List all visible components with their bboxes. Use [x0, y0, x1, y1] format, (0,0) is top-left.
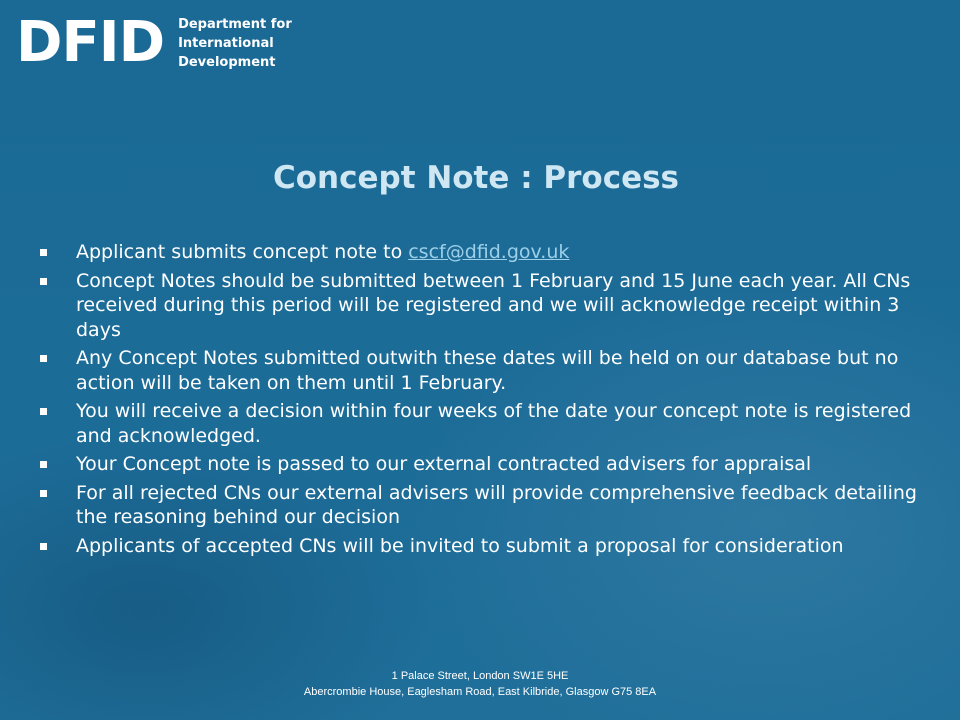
logo-line-2: International [178, 35, 274, 51]
bullet-text: You will receive a decision within four weeks of the date your concept note is registered and acknowledged. [76, 400, 912, 447]
footer-line-1: 1 Palace Street, London SW1E 5HE [391, 670, 569, 682]
logo-department-name [178, 15, 292, 72]
bullet-text: Applicants of accepted CNs will be invited to submit a proposal for consideration [76, 534, 844, 557]
bullet-item [38, 399, 918, 448]
square-bullet-icon [40, 355, 47, 362]
bullet-text: Applicant submits concept note to [76, 241, 409, 263]
logo-line-3: Development [178, 54, 276, 70]
process-bullet-list [38, 240, 918, 562]
square-bullet-icon [40, 543, 47, 550]
bullet-item [38, 346, 918, 395]
dfid-logo [16, 10, 292, 75]
logo-mark: DFID [16, 10, 165, 75]
square-bullet-icon [40, 249, 47, 256]
footer-line-2: Abercrombie House, Eaglesham Road, East Kilbride, Glasgow G75 8EA [303, 686, 657, 698]
slide-title: Concept Note : Process [273, 160, 679, 196]
square-bullet-icon [40, 278, 47, 285]
square-bullet-icon [40, 408, 47, 415]
email-link[interactable]: cscf@dfid.gov.uk [408, 241, 570, 263]
bullet-item [38, 534, 918, 559]
bullet-text: Concept Notes should be submitted between 1 February and 15 June each year. All CNs received during this period will be registered and we will acknowledge receipt within 3 days [76, 269, 911, 341]
bullet-item [38, 452, 918, 477]
bullet-item [38, 481, 918, 530]
logo-line-1: Department for [178, 16, 292, 32]
square-bullet-icon [40, 461, 47, 468]
bullet-text: Your Concept note is passed to our external contracted advisers for appraisal [76, 453, 812, 475]
square-bullet-icon [40, 490, 47, 497]
bullet-item [38, 269, 918, 343]
bullet-item [38, 240, 918, 265]
footer-address [0, 668, 960, 700]
bullet-text: For all rejected CNs our external advisers will provide comprehensive feedback detailing the reasoning behind our decision [76, 481, 917, 528]
bullet-text: Any Concept Notes submitted outwith these dates will be held on our database but no action will be taken on them until 1 February. [76, 347, 899, 394]
